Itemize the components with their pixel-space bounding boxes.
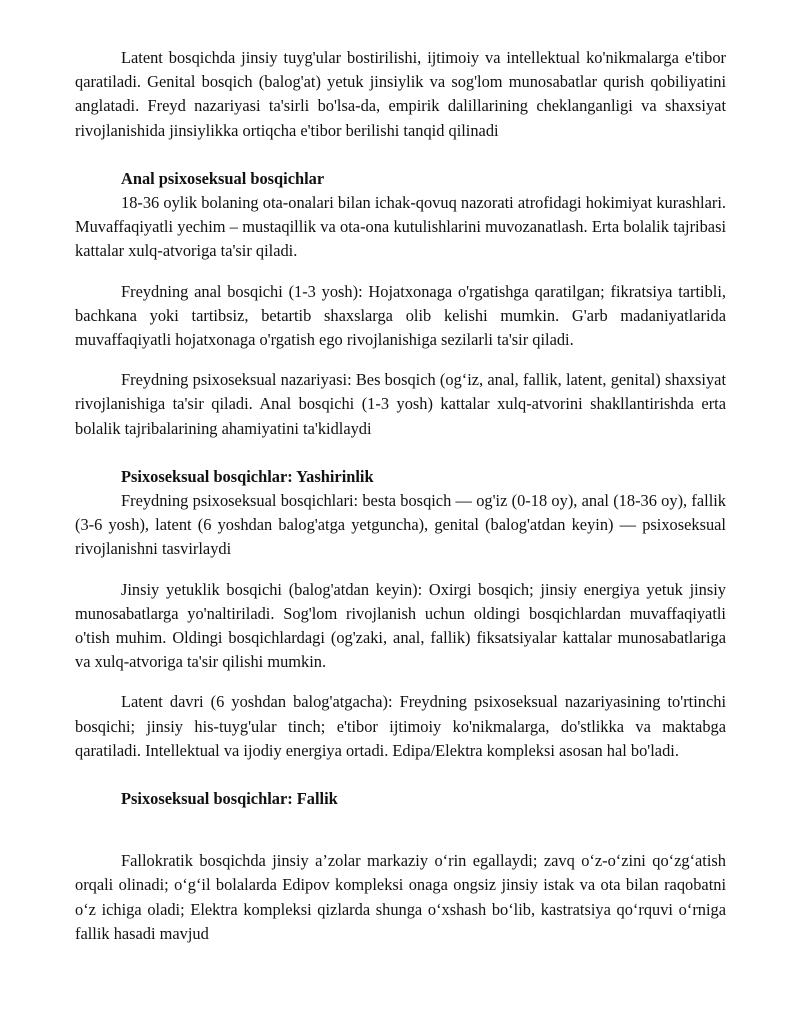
spacer: [75, 811, 726, 835]
paragraph-phallic-stage: Fallokratik bosqichda jinsiy a’zolar markaziy o‘rin egallaydi; zavq o‘z-o‘zini qo‘zg‘atish orqali olinadi; o‘g‘il bolalarda Edipov kompleksi onaga ongsiz jinsiy istak va ota bilan raqobatni o‘z ichiga oladi; Elektra kompleksi qizlarda shunga o‘xshash bo‘lib, kastratsiya qo‘rquvi o‘rniga fallik hasadi mavjud: [75, 851, 726, 943]
spacer: [75, 562, 726, 578]
spacer: [75, 352, 726, 368]
paragraph-latent-genital: Latent bosqichda jinsiy tuyg'ular bostirilishi, ijtimoiy va intellektual ko'nikmalarga e'tibor qaratiladi. Genital bosqich (balog'at) yetuk jinsiylik va sog'lom munosabatlar qurish qobiliyatini anglatadi. Freyd nazariyasi ta'sirli bo'lsa-da, empirik dalillarining cheklanganligi va shaxsiyat rivojlanishida jinsiylikka ortiqcha e'tibor berilishi tanqid qilinadi: [75, 48, 726, 140]
heading-latency: Psixoseksual bosqichlar: Yashirinlik: [121, 466, 374, 486]
spacer: [75, 835, 726, 849]
heading-phallic: Psixoseksual bosqichlar: Fallik: [121, 789, 338, 809]
heading-anal-stages: Anal psixoseksual bosqichlar: [121, 168, 325, 188]
spacer: [75, 264, 726, 280]
document-body: [75, 46, 726, 946]
spacer: [75, 674, 726, 690]
paragraph-psychosexual-theory: Freydning psixoseksual nazariyasi: Bes bosqich (og‘iz, anal, fallik, latent, genital) shaxsiyat rivojlanishiga ta'sir qiladi. Anal bosqichi (1-3 yosh) kattalar xulq-atvorini shakllantirishda erta bolalik tajribalarining ahamiyatini ta'kidlaydi: [75, 370, 726, 438]
spacer: [75, 441, 726, 465]
paragraph-latent-period: Latent davri (6 yoshdan balog'atgacha): Freydning psixoseksual nazariyasining to'rtinchi bosqichi; jinsiy his-tuyg'ular tinch; e'tibor ijtimoiy ko'nikmalarga, do'stlikka va maktabga qaratiladi. Intellektual va ijodiy energiya ortadi. Edipa/Elektra kompleksi asosan hal bo'ladi.: [75, 692, 726, 760]
spacer: [75, 143, 726, 167]
spacer: [75, 763, 726, 787]
paragraph-five-stages: Freydning psixoseksual bosqichlari: besta bosqich — og'iz (0-18 oy), anal (18-36 oy), fallik (3-6 yosh), latent (6 yoshdan balog'atga yetguncha), genital (balog'atdan keyin) — psixoseksual rivojlanishni tasvirlaydi: [75, 491, 726, 559]
paragraph-genital-stage: Jinsiy yetuklik bosqichi (balog'atdan keyin): Oxirgi bosqich; jinsiy energiya yetuk jinsiy munosabatlarga yo'naltiriladi. Sog'lom rivojlanish uchun oldingi bosqichlardan muvaffaqiyatli o'tish muhim. Oldingi bosqichlardagi (og'zaki, anal, fallik) fiksatsiyalar kattalar munosabatlariga va xulq-atvoriga ta'sir qilishi mumkin.: [75, 579, 726, 672]
paragraph-anal-struggles: 18-36 oylik bolaning ota-onalari bilan ichak-qovuq nazorati atrofidagi hokimiyat kurashlari. Muvaffaqiyatli yechim – mustaqillik va ota-ona kutulishlarini muvozanatlash. Erta bolalik tajribasi kattalar xulq-atvoriga ta'sir qiladi.: [75, 193, 726, 261]
paragraph-anal-stage-toilet: Freydning anal bosqichi (1-3 yosh): Hojatxonaga o'rgatishga qaratilgan; fikratsiya tartibli, bachkana yoki tartibsiz, betartib shaxslarga olib kelishi mumkin. G'arb madaniyatlarida muvaffaqiyatli hojatxonaga o'rgatish ego rivojlanishiga sezilarli ta'sir qiladi.: [75, 281, 726, 350]
